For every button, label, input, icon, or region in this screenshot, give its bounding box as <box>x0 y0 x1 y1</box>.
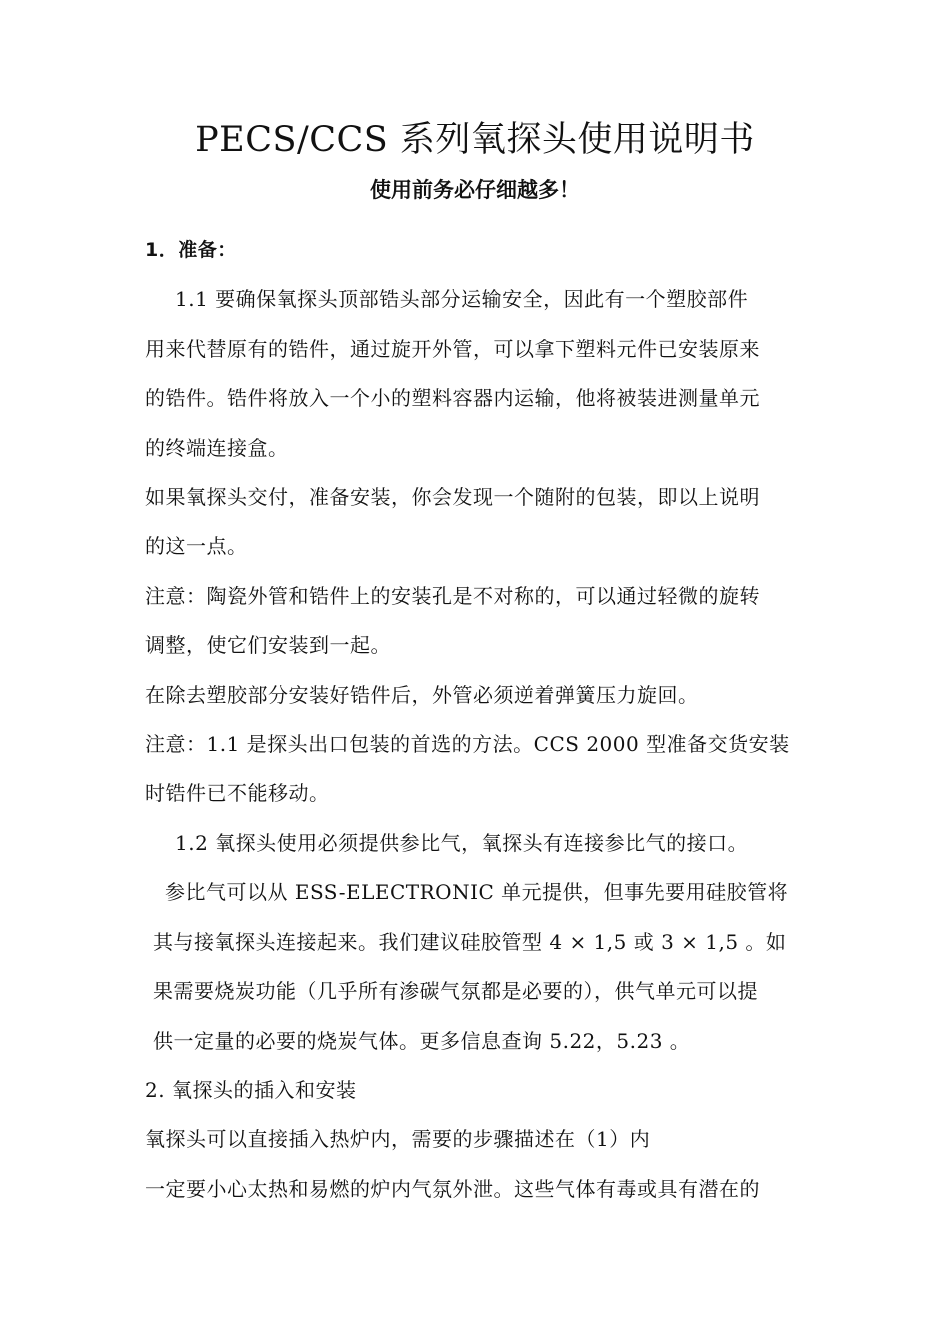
paragraph-line: 氧探头可以直接插入热炉内，需要的步骤描述在（1）内 <box>145 1127 651 1152</box>
paragraph-line: 如果氧探头交付，准备安装，你会发现一个随附的包装，即以上说明 <box>145 485 760 510</box>
section-heading-insertion: 2. 氧探头的插入和安装 <box>145 1077 357 1102</box>
section-heading-prepare: 1．准备： <box>145 239 237 261</box>
document-subtitle: 使用前务必仔细越多！ <box>370 178 580 202</box>
paragraph-line: 1.1 要确保氧探头顶部锆头部分运输安全，因此有一个塑胶部件 <box>175 287 749 312</box>
note-line: 注意：陶瓷外管和锆件上的安装孔是不对称的，可以通过轻微的旋转 <box>145 583 760 608</box>
paragraph-line: 参比气可以从 ESS-ELECTRONIC 单元提供，但事先要用硅胶管将 <box>165 880 789 905</box>
paragraph-line: 在除去塑胶部分安装好锆件后，外管必须逆着弹簧压力旋回。 <box>145 682 699 707</box>
paragraph-line: 1.2 氧探头使用必须提供参比气，氧探头有连接参比气的接口。 <box>175 830 749 855</box>
paragraph-line: 的终端连接盒。 <box>145 435 289 460</box>
note-line: 注意：1.1 是探头出口包装的首选的方法。CCS 2000 型准备交货安装 <box>145 732 790 757</box>
document-title: PECS/CCS 系列氧探头使用说明书 <box>195 120 755 160</box>
paragraph-line: 的锆件。锆件将放入一个小的塑料容器内运输，他将被装进测量单元 <box>145 386 760 411</box>
paragraph-line: 用来代替原有的锆件，通过旋开外管，可以拿下塑料元件已安装原来 <box>145 336 760 361</box>
paragraph-line: 供一定量的必要的烧炭气体。更多信息查询 5.22，5.23 。 <box>153 1028 691 1053</box>
paragraph-line: 一定要小心太热和易燃的炉内气氛外泄。这些气体有毒或具有潜在的 <box>145 1176 760 1201</box>
note-line: 调整，使它们安装到一起。 <box>145 633 391 658</box>
note-line: 时锆件已不能移动。 <box>145 781 330 806</box>
paragraph-line: 果需要烧炭功能（几乎所有渗碳气氛都是必要的），供气单元可以提 <box>153 979 758 1004</box>
paragraph-line: 其与接氧探头连接起来。我们建议硅胶管型 4 × 1,5 或 3 × 1,5 。如 <box>153 929 787 954</box>
document-body <box>145 226 813 1214</box>
paragraph-line: 的这一点。 <box>145 534 248 559</box>
